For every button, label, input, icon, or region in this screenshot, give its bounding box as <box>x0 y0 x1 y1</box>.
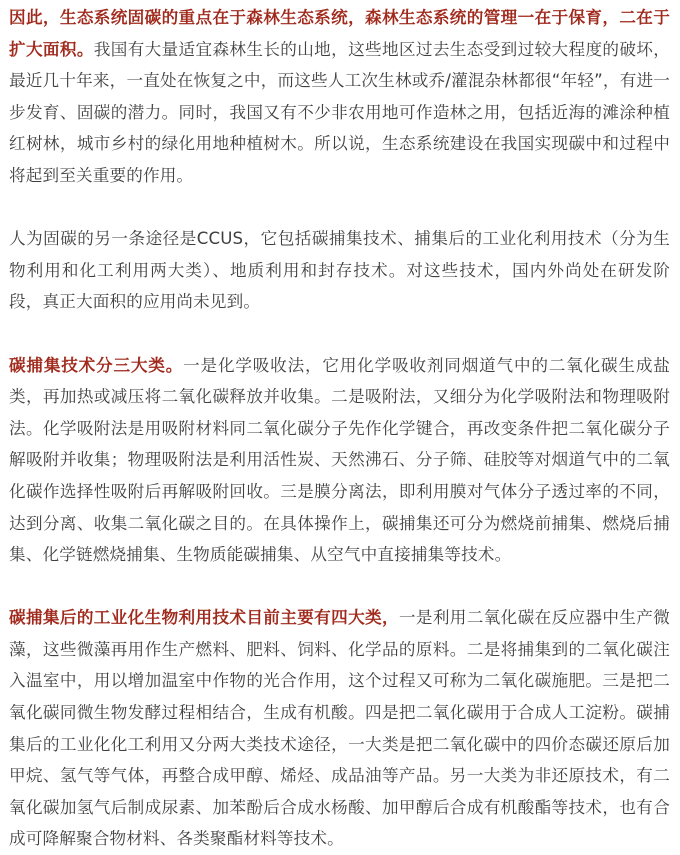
paragraph-text: 一是化学吸收法，它用化学吸收剂同烟道气中的二氧化碳生成盐类，再加热或减压将二氧化碳释放并收集。二是吸附法，又细分为化学吸附法和物理吸附法。化学吸附法是用吸附材料同二氧化碳分子先作化学键合，再改变条件把二氧化碳分子解吸附并收集；物理吸附法是利用活性炭、天然沸石、分子筛、硅胶等对烟道气中的二氧化碳作选择性吸附后再解吸附回收。三是膜分离法，即利用膜对气体分子透过率的不同，达到分离、收集二氧化碳之目的。在具体操作上，碳捕集还可分为燃烧前捕集、燃烧后捕集、化学链燃烧捕集、生物质能碳捕集、从空气中直接捕集等技术。 <box>9 355 670 565</box>
paragraph-forest-carbon <box>9 2 670 192</box>
paragraph-text: 我国有大量适宜森林生长的山地，这些地区过去生态受到过较大程度的破坏，最近几十年来，一直处在恢复之中，而这些人工次生林或乔/灌混杂林都很“年轻”，有进一步发育、固碳的潜力。同时，我国又有不少非农用地可作造林之用，包括近海的滩涂种植红树林，城市乡村的绿化用地种植树木。所以说，生态系统建设在我国实现碳中和过程中将起到至关重要的作用。 <box>9 39 671 185</box>
paragraph-lead: 因此，生态系统固碳的重点在于森林生态系统，森林生态系统的管理一在于保育，二在于扩大面积。 <box>9 8 670 59</box>
article-body <box>0 2 680 855</box>
paragraph-lead: 碳捕集后的工业化生物利用技术目前主要有四大类， <box>9 608 399 628</box>
paragraph-capture-technologies <box>9 350 670 571</box>
paragraph-lead: 碳捕集技术分三大类。 <box>9 355 184 375</box>
paragraph-text: 人为固碳的另一条途径是CCUS，它包括碳捕集技术、捕集后的工业化利用技术（分为生物利用和化工利用两大类）、地质利用和封存技术。对这些技术，国内外尚处在研发阶段，真正大面积的应用尚未见到。 <box>9 229 670 312</box>
paragraph-utilization-technologies <box>9 602 670 855</box>
paragraph-ccus <box>9 223 670 318</box>
paragraph-text: 一是利用二氧化碳在反应器中生产微藻，这些微藻再用作生产燃料、肥料、饲料、化学品的原料。二是将捕集到的二氧化碳注入温室中，用以增加温室中作物的光合作用，这个过程又可称为二氧化碳施肥。三是把二氧化碳同微生物发酵过程相结合，生成有机酸。四是把二氧化碳用于合成人工淀粉。碳捕集后的工业化化工利用又分两大类技术途径，一大类是把二氧化碳中的四价态碳还原后加甲烷、氢气等气体，再整合成甲醇、烯烃、成品油等产品。另一大类为非还原技术，有二氧化碳加氢气后制成尿素、加苯酚后合成水杨酸、加甲醇后合成有机酸酯等技术，也有合成可降解聚合物材料、各类聚酯材料等技术。 <box>9 608 670 849</box>
